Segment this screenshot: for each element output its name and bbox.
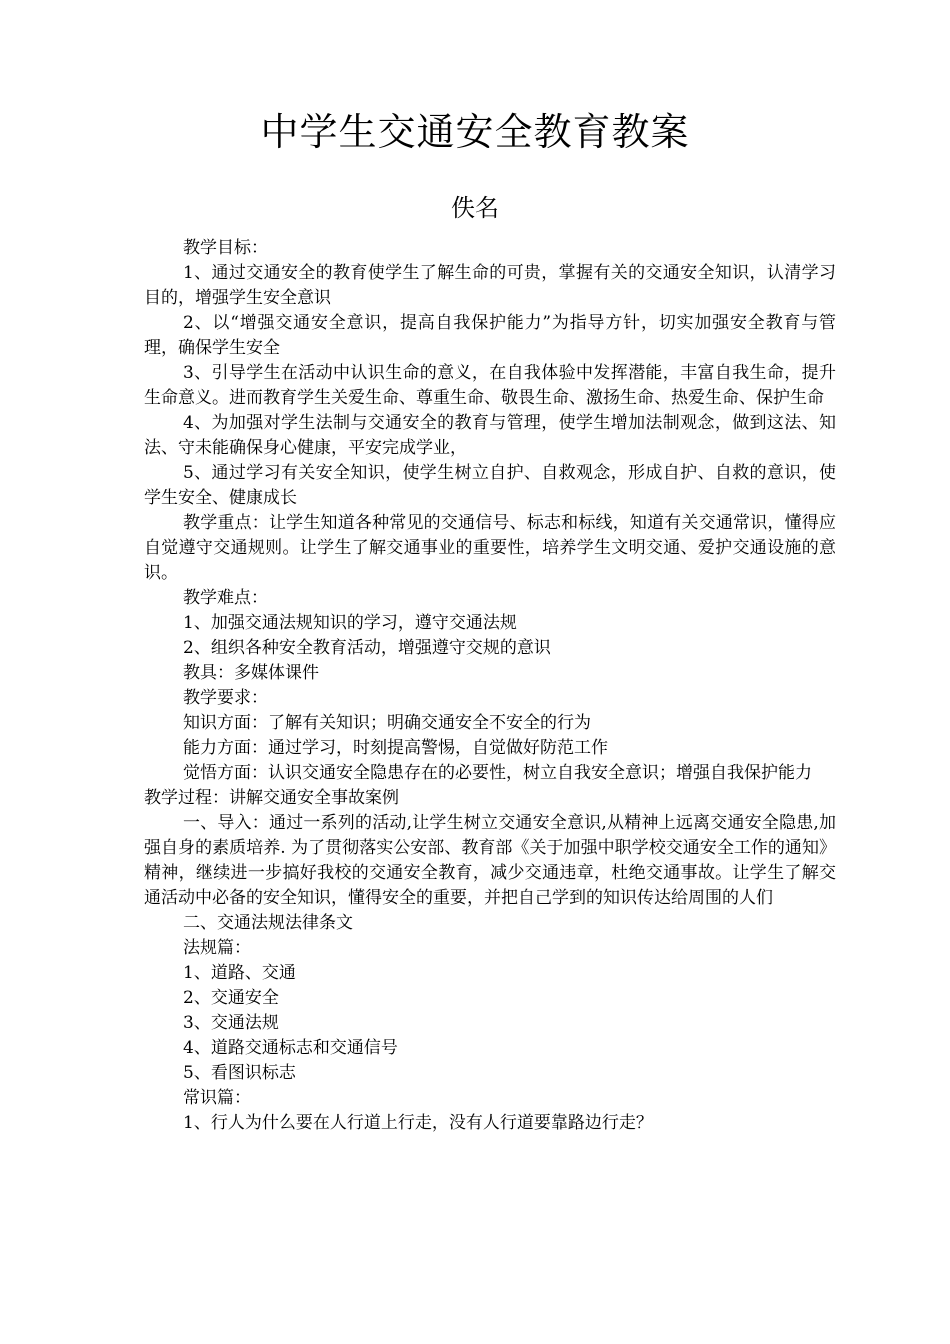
paragraph: 5、通过学习有关安全知识，使学生树立自护、自救观念，形成自护、自救的意识，使学生安全、健康成长	[144, 463, 836, 508]
paragraph: 常识篇：	[183, 1088, 251, 1108]
paragraph: 教学过程：讲解交通安全事故案例	[144, 788, 399, 808]
paragraph: 3、交通法规	[183, 1013, 279, 1033]
paragraph: 教学重点：让学生知道各种常见的交通信号、标志和标线，知道有关交通常识，懂得应自觉遵守交通规则。让学生了解交通事业的重要性，培养学生文明交通、爱护交通设施的意识。	[144, 513, 836, 583]
paragraph: 教学要求：	[183, 688, 268, 708]
paragraph: 2、交通安全	[183, 988, 279, 1008]
document-title: 中学生交通安全教育教案	[260, 110, 690, 154]
paragraph: 能力方面：通过学习，时刻提高警惕，自觉做好防范工作	[183, 738, 608, 758]
paragraph: 知识方面：了解有关知识；明确交通安全不安全的行为	[183, 713, 591, 733]
paragraph: 教学目标：	[183, 238, 268, 258]
paragraph: 1、加强交通法规知识的学习，遵守交通法规	[183, 613, 517, 633]
paragraph: 4、道路交通标志和交通信号	[183, 1038, 398, 1058]
document-body	[144, 236, 836, 1136]
paragraph: 2、以“增强交通安全意识，提高自我保护能力”为指导方针，切实加强安全教育与管理，确保学生安全	[144, 313, 836, 358]
paragraph: 3、引导学生在活动中认识生命的意义，在自我体验中发挥潜能，丰富自我生命，提升生命意义。进而教育学生关爱生命、尊重生命、敬畏生命、激扬生命、热爱生命、保护生命	[144, 363, 836, 408]
paragraph: 教学难点：	[183, 588, 268, 608]
paragraph: 教具：多媒体课件	[183, 663, 319, 683]
document-author: 佚名	[451, 194, 499, 222]
paragraph: 二、交通法规法律条文	[183, 913, 353, 933]
paragraph: 2、组织各种安全教育活动，增强遵守交规的意识	[183, 638, 551, 658]
paragraph: 觉悟方面：认识交通安全隐患存在的必要性，树立自我安全意识；增强自我保护能力	[183, 763, 812, 783]
paragraph: 1、行人为什么要在人行道上行走，没有人行道要靠路边行走？	[183, 1113, 653, 1133]
paragraph: 法规篇：	[183, 938, 251, 958]
paragraph: 一、导入：通过一系列的活动,让学生树立交通安全意识,从精神上远离交通安全隐患,加强自身的素质培养. 为了贯彻落实公安部、教育部《关于加强中职学校交通安全工作的通知》精神，继续进一步搞好我校的交通安全教育，减少交通违章，杜绝交通事故。让学生了解交通活动中必备的安全知识，懂得安全的重要，并把自己学到的知识传达给周围的人们	[144, 813, 836, 908]
paragraph: 5、看图识标志	[183, 1063, 296, 1083]
paragraph: 4、为加强对学生法制与交通安全的教育与管理，使学生增加法制观念，做到这法、知法、守未能确保身心健康，平安完成学业，	[144, 413, 836, 458]
paragraph: 1、通过交通安全的教育使学生了解生命的可贵，掌握有关的交通安全知识，认清学习目的，增强学生安全意识	[144, 263, 836, 308]
paragraph: 1、道路、交通	[183, 963, 296, 983]
